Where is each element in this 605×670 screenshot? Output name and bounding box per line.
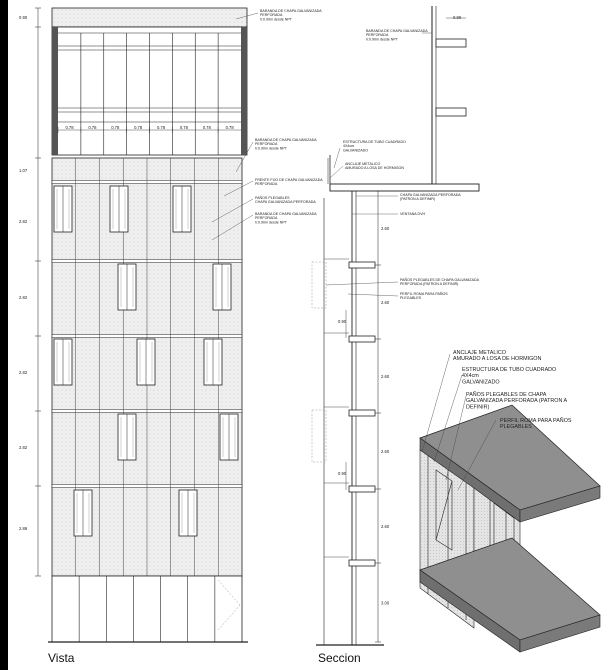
module-dim-label: 0.78 [202, 125, 211, 130]
note-railing: BARANDA DE CHAPA GALVANIZADA [255, 212, 317, 216]
facade-window [173, 186, 191, 232]
level-dim-label: 2.82 [19, 295, 28, 300]
axonometric-detail [420, 350, 600, 652]
axo-note-folding-panels: GALVANIZADA PERFORADA (PATRON A [466, 398, 568, 405]
section-floor-slab [324, 483, 375, 492]
level-dim-label: 0.90 [19, 15, 28, 20]
section-level-dim-label: 3.00 [381, 600, 390, 606]
note-folding-panels: PERFORADA (PATRON A DEFINIR) [400, 282, 459, 287]
facade-window [118, 264, 136, 310]
level-dim-label: 2.82 [19, 445, 28, 450]
axo-note-roman-profile: PERFIL ROMA PARA PAÑOS [500, 418, 572, 424]
section-level-dim-label: 2.60 [381, 300, 390, 305]
section-title: Seccion [318, 651, 361, 665]
section-floor-slab [324, 557, 375, 566]
architectural-drawing [8, 0, 605, 670]
facade-window [179, 490, 197, 536]
module-dim-label: 0.78 [88, 125, 97, 130]
note-roman-profile: PERFIL ROMA PARA PAÑOS [400, 292, 448, 296]
note-railing: h:0.90m desde NPT [255, 220, 287, 225]
note-fixed-front: FRENTE FIJO DE CHAPA GALVANIZADA [255, 178, 323, 182]
facade-window [204, 339, 222, 385]
note-anchor: ANCLAJE METALICO [345, 162, 381, 166]
note-top-railing: PERFORADA [366, 33, 389, 38]
facade-window [220, 414, 238, 460]
note-folding-panels: PAÑOS PLEGABLES [255, 196, 290, 200]
axo-note-folding-panels: PAÑOS PLEGABLES DE CHAPA [466, 392, 547, 398]
facade-window [213, 264, 231, 310]
axonometric-notes [453, 350, 572, 430]
axo-note-roman-profile: PLEGABLES [500, 424, 532, 431]
level-dim-label: 1.07 [19, 168, 28, 173]
module-dim-label: 0.78 [111, 125, 120, 130]
railing-dim-label: 0.90 [338, 471, 347, 476]
facade-window [110, 186, 128, 232]
note-top-railing: PERFORADA [260, 13, 283, 18]
upper-balcony-slab-2 [436, 108, 466, 116]
elevation-level-dimensions [19, 8, 41, 576]
module-dim-label: 0.78 [134, 125, 143, 130]
right-jamb [241, 27, 247, 155]
section-level-dimensions [375, 191, 390, 642]
section-top-dim: 0.90 [453, 15, 462, 20]
module-dim-label: 0.78 [65, 125, 74, 130]
module-dim-label: 0.78 [179, 125, 188, 130]
section-level-dim-label: 2.60 [381, 374, 390, 379]
axo-note-folding-panels: DEFINIR) [466, 404, 490, 411]
module-dim-label: 0.78 [225, 125, 234, 130]
drawing-sheet [8, 0, 605, 670]
note-railing: BARANDA DE CHAPA GALVANIZADA [255, 138, 317, 142]
note-tube-structure: ESTRUCTURA DE TUBO CUADRADO [343, 140, 406, 144]
section-floor-slab [324, 407, 375, 416]
axo-note-anchor: ANCLAJE METALICO [453, 350, 506, 356]
module-dim-label: 0.78 [156, 125, 166, 130]
note-fixed-front: PERFORADA [255, 182, 278, 187]
section-floor-slab [324, 333, 375, 342]
upper-balcony-slab-1 [436, 39, 466, 47]
left-jamb [52, 27, 58, 155]
section-notes [343, 29, 480, 300]
note-top-railing: h:0.90m desde NPT [260, 17, 292, 22]
note-anchor: AMURADO A LOSA DE HORMIGON [345, 166, 404, 171]
level-dim-label: 2.82 [19, 219, 28, 224]
elevation-notes [255, 9, 323, 224]
facade-window [54, 186, 72, 232]
axo-note-anchor: AMURADO A LOSA DE HORMIGON [453, 356, 542, 363]
note-top-railing: h:0.90m desde NPT [366, 37, 398, 42]
section-floor-slab [324, 259, 375, 268]
note-roman-profile: PLEGABLES [400, 296, 422, 301]
facade-window [54, 339, 72, 385]
level-dim-label: 2.82 [19, 370, 28, 375]
elevation-view [19, 8, 323, 642]
note-perforated-sheet: (PATRON A DEFINIR) [400, 197, 436, 202]
note-dvh-window: VENTANA DVH [400, 212, 426, 216]
section-level-dim-label: 2.60 [381, 226, 390, 231]
facade-window [118, 414, 136, 460]
note-top-railing: BARANDA DE CHAPA GALVANIZADA [366, 29, 428, 33]
section-level-dim-label: 2.60 [381, 449, 390, 454]
facade-window [137, 339, 155, 385]
note-perforated-sheet: CHAPA GALVANIZADA PERFORADA [400, 193, 461, 197]
section-slabs [324, 259, 375, 566]
note-railing: PERFORADA [255, 142, 278, 147]
roof-railing [52, 8, 247, 27]
note-tube-structure: GALVANIZADO [343, 148, 369, 153]
level-dim-label: 2.86 [19, 526, 28, 531]
ground-floor-storefront [52, 576, 242, 642]
note-folding-panels: PAÑOS PLEGABLES DE CHAPA GALVANIZADA [400, 278, 480, 282]
note-railing: h:0.90m desde NPT [255, 146, 287, 151]
section-level-dim-label: 2.60 [381, 524, 390, 529]
transfer-slab [330, 184, 479, 191]
note-folding-panels: CHAPA GALVANIZADA PERFORADA [255, 200, 316, 205]
elevation-title: Vista [48, 651, 75, 665]
note-top-railing: BARANDA DE CHAPA GALVANIZADA [260, 9, 322, 13]
axo-note-tube-structure: ESTRUCTURA DE TUBO CUADRADO [462, 367, 557, 373]
section-railing-dimensions [338, 310, 347, 490]
axo-note-tube-structure: 4X4cm [462, 373, 479, 380]
railing-dim-label: 0.90 [338, 319, 347, 324]
facade-window [74, 490, 92, 536]
axo-note-tube-structure: GALVANIZADO [462, 379, 500, 386]
note-tube-structure: 4X4cm [343, 144, 355, 149]
note-railing: PERFORADA [255, 216, 278, 221]
